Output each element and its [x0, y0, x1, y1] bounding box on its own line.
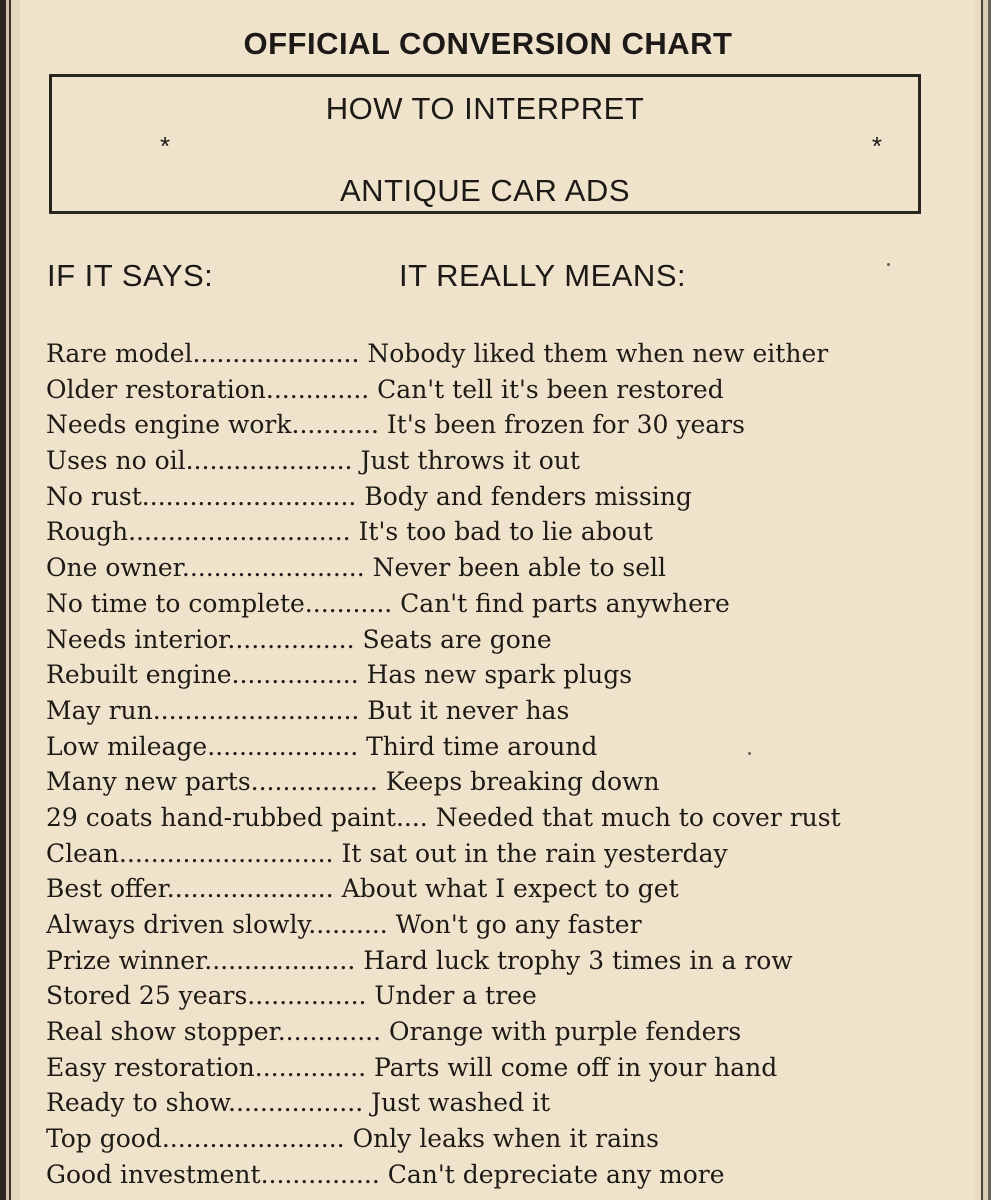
list-item [46, 586, 926, 622]
ad-phrase: Prize winner................... [46, 945, 356, 975]
subtitle-box [49, 74, 921, 214]
real-meaning: Seats are gone [354, 624, 552, 654]
paper-speck [887, 263, 890, 266]
real-meaning: Can't tell it's been restored [369, 374, 724, 404]
real-meaning: Needed that much to cover rust [427, 802, 841, 832]
list-item [46, 729, 926, 765]
ad-phrase: Rough............................ [46, 517, 351, 547]
real-meaning: Nobody liked them when new either [359, 339, 829, 368]
real-meaning: Just throws it out [352, 446, 580, 476]
subtitle-line-1: HOW TO INTERPRET [325, 91, 645, 126]
ad-phrase: Uses no oil..................... [46, 446, 353, 476]
list-item [46, 479, 926, 515]
real-meaning: Keeps breaking down [377, 767, 660, 797]
list-item [46, 407, 926, 443]
real-meaning: Can't depreciate any more [379, 1159, 725, 1189]
list-item [46, 871, 926, 907]
page-title: OFFICIAL CONVERSION CHART [243, 26, 733, 61]
ad-phrase: No time to complete........... [46, 588, 393, 618]
real-meaning: It's been frozen for 30 years [378, 410, 745, 440]
ad-phrase: One owner....................... [46, 553, 365, 583]
ad-phrase: May run.......................... [46, 695, 360, 725]
list-item [46, 907, 926, 943]
real-meaning: Parts will come off in your hand [366, 1052, 778, 1082]
real-meaning: Never been able to sell [364, 553, 667, 583]
real-meaning: Under a tree [366, 981, 537, 1011]
list-item [46, 657, 926, 693]
ad-phrase: Stored 25 years............... [46, 981, 367, 1011]
list-item [46, 443, 926, 479]
ad-phrase: Easy restoration.............. [46, 1052, 367, 1082]
subtitle-line-2: ANTIQUE CAR ADS [340, 173, 630, 208]
list-item [46, 1085, 926, 1121]
ad-phrase: 29 coats hand-rubbed paint.... [46, 802, 428, 832]
ad-phrase: Real show stopper............. [46, 1017, 382, 1047]
list-item [46, 1157, 926, 1193]
real-meaning: It's too bad to lie about [350, 517, 653, 547]
ad-phrase: Best offer..................... [46, 874, 334, 904]
conversion-list [46, 336, 926, 1193]
ad-phrase: Always driven slowly.......... [46, 910, 388, 939]
ad-phrase: Many new parts................ [46, 767, 378, 797]
list-item [46, 943, 926, 979]
list-item [46, 764, 926, 800]
real-meaning: Just washed it [363, 1088, 551, 1118]
real-meaning: Third time around [358, 731, 598, 761]
real-meaning: Body and fenders missing [356, 481, 692, 511]
list-item [46, 372, 926, 408]
ad-phrase: Good investment............... [46, 1159, 380, 1189]
column-header-means: IT REALLY MEANS: [399, 258, 687, 293]
real-meaning: Hard luck trophy 3 times in a row [355, 945, 793, 975]
column-header-says: IF IT SAYS: [47, 258, 214, 293]
real-meaning: Only leaks when it rains [344, 1124, 659, 1154]
list-item [46, 836, 926, 872]
list-item [46, 1014, 926, 1050]
page-edge-left [0, 0, 20, 1200]
list-item [46, 622, 926, 658]
ad-phrase: Needs engine work........... [46, 410, 379, 440]
real-meaning: Won't go any faster [387, 910, 642, 939]
asterisk-right: * [871, 131, 882, 161]
ad-phrase: No rust........................... [46, 481, 357, 511]
list-item [46, 1121, 926, 1157]
list-item [46, 800, 926, 836]
list-item [46, 550, 926, 586]
ad-phrase: Older restoration............. [46, 374, 370, 404]
ad-phrase: Ready to show................. [46, 1088, 364, 1118]
list-item [46, 693, 926, 729]
ad-phrase: Clean........................... [46, 838, 334, 868]
list-item [46, 1050, 926, 1086]
list-item [46, 336, 926, 372]
ad-phrase: Rebuilt engine................ [46, 660, 359, 690]
ad-phrase: Low mileage................... [46, 731, 359, 761]
list-item [46, 514, 926, 550]
real-meaning: Orange with purple fenders [381, 1017, 742, 1047]
real-meaning: Has new spark plugs [358, 660, 633, 690]
ad-phrase: Rare model..................... [46, 339, 360, 368]
real-meaning: Can't find parts anywhere [392, 588, 730, 618]
ad-phrase: Top good....................... [46, 1124, 345, 1154]
ad-phrase: Needs interior................ [46, 624, 355, 654]
real-meaning: But it never has [359, 695, 570, 725]
real-meaning: It sat out in the rain yesterday [333, 838, 728, 868]
list-item [46, 978, 926, 1014]
real-meaning: About what I expect to get [333, 874, 679, 904]
asterisk-left: * [160, 131, 171, 161]
page-edge-right [975, 0, 991, 1200]
